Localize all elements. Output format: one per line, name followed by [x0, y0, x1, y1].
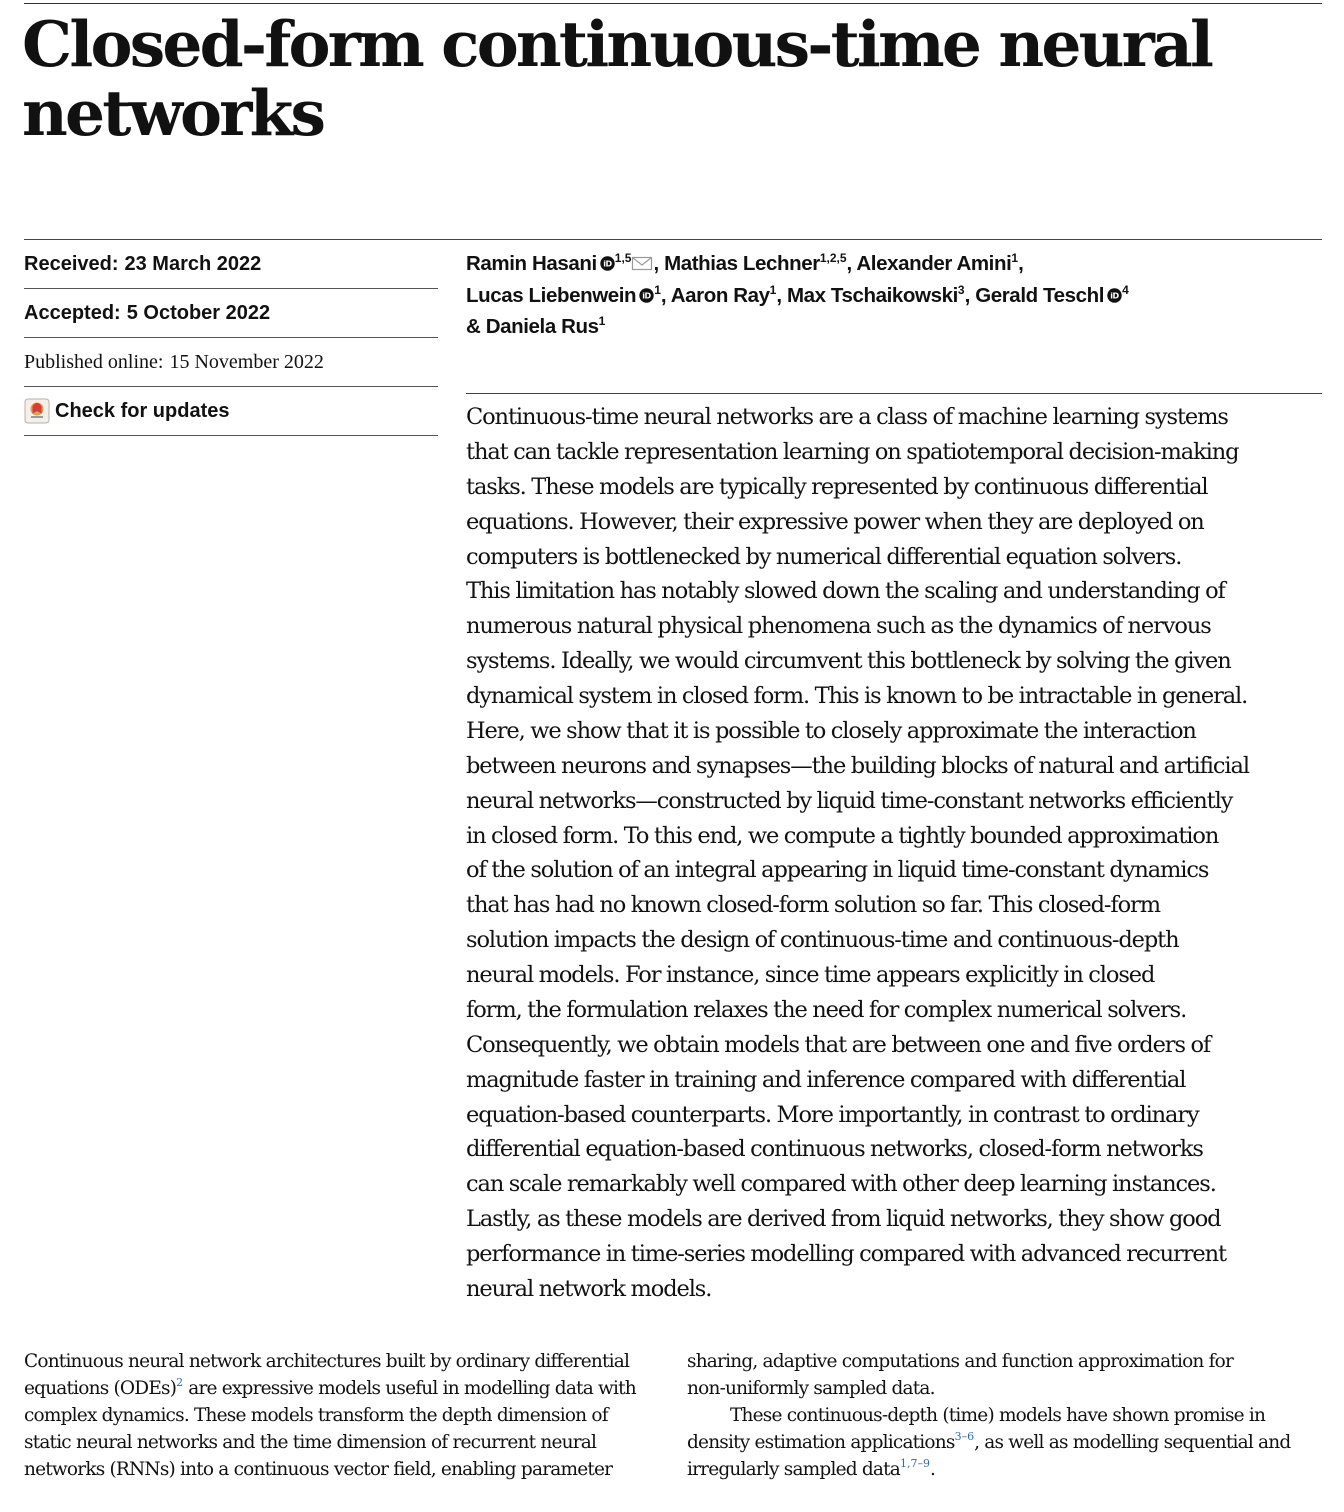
top-rule	[24, 3, 1322, 4]
article-history	[24, 240, 438, 436]
affiliation-marker: 1	[654, 282, 661, 297]
check-for-updates-link[interactable]	[24, 387, 438, 436]
abstract-line: neural models. For instance, since time appears explicitly in closed	[466, 962, 1155, 988]
abstract-line: Lastly, as these models are derived from liquid networks, they show good	[466, 1206, 1221, 1233]
article-title	[22, 7, 1322, 150]
body-line: sharing, adaptive computations and function approximation for	[687, 1351, 1234, 1372]
affiliation-marker: 4	[1122, 282, 1129, 297]
body-line: static neural networks and the time dimension of recurrent neural	[24, 1432, 597, 1453]
citation-link[interactable]: 1,7–9	[899, 1457, 930, 1470]
accepted-row	[24, 289, 438, 338]
author-name[interactable]: Max Tschaikowski	[786, 283, 958, 307]
affiliation-marker: 1	[769, 282, 777, 297]
affiliation-marker: 3	[957, 282, 965, 297]
abstract-line: magnitude faster in training and inference compared with differential	[466, 1066, 1186, 1093]
affiliation-marker: 1,2,5	[819, 251, 847, 265]
abstract-divider	[466, 393, 1322, 394]
accepted-date: 5 October 2022	[126, 301, 271, 324]
body-line: Continuous neural network architectures built by ordinary differential	[24, 1351, 630, 1372]
affiliation-marker: 1,5	[614, 251, 632, 265]
body-line: complex dynamics. These models transform the depth dimension of	[24, 1405, 608, 1426]
published-label: Published online:	[24, 350, 164, 373]
citation-link[interactable]: 3–6	[954, 1430, 975, 1443]
author-name[interactable]: Ramin Hasani	[466, 252, 597, 275]
body-line	[687, 1456, 1327, 1483]
body-text: equations (ODEs)	[24, 1378, 177, 1399]
body-line	[687, 1429, 1327, 1456]
abstract-line: solution impacts the design of continuous-time and continuous-depth	[466, 927, 1179, 954]
abstract-line: Here, we show that it is possible to closely approximate the interaction	[466, 717, 1196, 744]
body-line: These continuous-depth (time) models have shown promise in	[730, 1405, 1266, 1426]
svg-text:iD: iD	[602, 259, 612, 269]
abstract-line: between neurons and synapses—the building blocks of natural and artificial	[466, 752, 1249, 779]
author-conjunction: &	[466, 315, 481, 338]
abstract-line: neural network models.	[466, 1275, 712, 1302]
abstract-line: differential equation-based continuous networks, closed-form networks	[466, 1136, 1203, 1163]
body-column-left	[24, 1348, 664, 1483]
author-name[interactable]: Gerald Teschl	[975, 283, 1105, 307]
abstract-line: that has had no known closed-form solution so far. This closed-form	[466, 892, 1160, 919]
citation-link[interactable]: 2	[176, 1376, 184, 1389]
received-label: Received:	[24, 252, 119, 275]
body-line	[24, 1375, 664, 1402]
svg-text:iD: iD	[642, 291, 651, 301]
author-name[interactable]: Mathias Lechner	[664, 252, 820, 275]
affiliation-marker: 1	[1011, 251, 1019, 265]
body-text: irregularly sampled data	[687, 1459, 900, 1480]
abstract-line: equations. However, their expressive power when they are deployed on	[466, 508, 1204, 535]
body-line: networks (RNNs) into a continuous vector field, enabling parameter	[24, 1459, 613, 1480]
body-text: density estimation applications	[687, 1432, 955, 1453]
orcid-icon[interactable]	[1107, 281, 1122, 301]
abstract-line: dynamical system in closed form. This is known to be intractable in general.	[466, 683, 1248, 709]
published-date: 15 November 2022	[169, 350, 324, 373]
abstract-line: equation-based counterparts. More importantly, in contrast to ordinary	[466, 1101, 1199, 1128]
orcid-icon[interactable]	[639, 281, 654, 301]
body-text: , as well as modelling sequential and	[974, 1432, 1291, 1453]
received-date: 23 March 2022	[124, 252, 262, 275]
abstract-line: computers is bottlenecked by numerical differential equation solvers.	[466, 543, 1182, 570]
abstract-line: performance in time-series modelling compared with advanced recurrent	[466, 1241, 1226, 1267]
body-column-right	[687, 1348, 1327, 1483]
title-line-2: networks	[22, 76, 324, 150]
title-line-1: Closed-form continuous-time neural	[22, 7, 1212, 81]
published-row	[24, 338, 438, 387]
body-text: are expressive models useful in modelling data with	[183, 1378, 636, 1399]
body-line: non-uniformly sampled data.	[687, 1378, 935, 1399]
affiliation-marker: 1	[598, 314, 606, 328]
envelope-icon[interactable]	[631, 249, 653, 264]
accepted-label: Accepted:	[24, 301, 121, 324]
orcid-icon[interactable]	[600, 249, 615, 269]
abstract-line: Consequently, we obtain models that are between one and five orders of	[466, 1031, 1211, 1058]
abstract-line: in closed form. To this end, we compute a tightly bounded approximation	[466, 822, 1219, 849]
abstract-line: This limitation has notably slowed down the scaling and understanding of	[466, 578, 1225, 605]
body-text: .	[929, 1459, 936, 1480]
check-for-updates-icon	[24, 398, 50, 424]
author-name[interactable]: Aaron Ray	[670, 283, 770, 307]
abstract-line: Continuous-time neural networks are a class of machine learning systems	[466, 404, 1228, 430]
received-row	[24, 240, 438, 289]
abstract-line: can scale remarkably well compared with other deep learning instances.	[466, 1171, 1216, 1198]
author-name[interactable]: Alexander Amini	[856, 252, 1012, 275]
abstract-line: form, the formulation relaxes the need for complex numerical solvers.	[466, 996, 1187, 1023]
abstract-line: numerous natural physical phenomena such as the dynamics of nervous	[466, 613, 1211, 640]
svg-text:iD: iD	[1110, 291, 1119, 301]
abstract-line: systems. Ideally, we would circumvent this bottleneck by solving the given	[466, 648, 1231, 675]
check-for-updates-label: Check for updates	[55, 399, 230, 422]
abstract-line: that can tackle representation learning on spatiotemporal decision-making	[466, 438, 1239, 465]
abstract-line: of the solution of an integral appearing in liquid time-constant dynamics	[466, 857, 1209, 884]
abstract-line: neural networks—constructed by liquid time-constant networks efficiently	[466, 787, 1233, 814]
abstract-line: tasks. These models are typically represented by continuous differential	[466, 473, 1208, 500]
author-name[interactable]: Daniela Rus	[485, 315, 599, 338]
author-name[interactable]: Lucas Liebenwein	[466, 283, 637, 307]
abstract	[466, 400, 1336, 1307]
author-list: Ramin Hasani iD $^{1,5}$ , Mathias Lechner$^{1,2,5}$, Alexander Amini$^1$, Lucas Liebenwein iD $^1$, Aaron Ray$^1$, Max Tschaikowski$^3$, Gerald Teschl iD $^4$ & Daniela Rus$^1$	[466, 251, 1129, 338]
